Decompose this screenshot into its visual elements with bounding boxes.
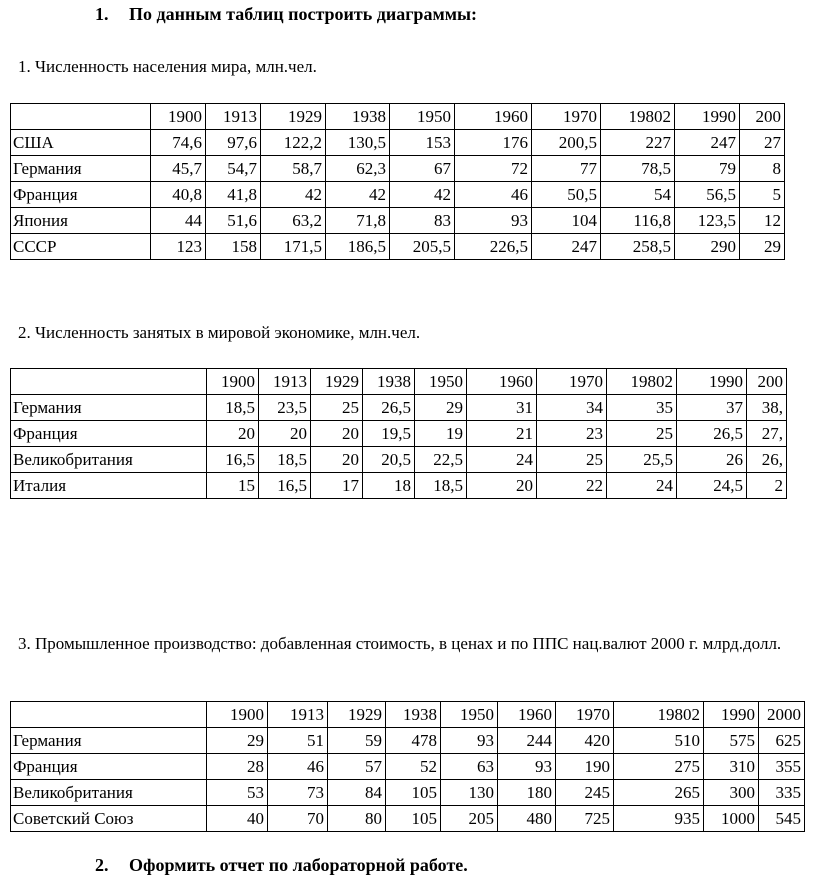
value-cell: 34	[537, 395, 607, 421]
value-cell: 40	[207, 806, 268, 832]
value-cell: 420	[556, 728, 614, 754]
table2-caption: 2. Численность занятых в мировой экономике, млн.чел.	[18, 323, 421, 342]
table-row	[11, 754, 805, 780]
year-header-cell: 1960	[498, 702, 556, 728]
value-cell: 247	[675, 130, 740, 156]
value-cell: 56,5	[675, 182, 740, 208]
value-cell: 104	[532, 208, 601, 234]
year-header-cell: 19802	[614, 702, 704, 728]
value-cell: 67	[390, 156, 455, 182]
value-cell: 258,5	[601, 234, 675, 260]
value-cell: 625	[759, 728, 805, 754]
table3-caption: 3. Промышленное производство: добавленная стоимость, в ценах и по ППС нац.валют 2000 г. млрд.долл.	[18, 634, 782, 653]
value-cell: 22,5	[415, 447, 467, 473]
value-cell: 45,7	[151, 156, 206, 182]
value-cell: 176	[455, 130, 532, 156]
value-cell: 97,6	[206, 130, 261, 156]
value-cell: 26,5	[363, 395, 415, 421]
value-cell: 244	[498, 728, 556, 754]
value-cell: 63	[441, 754, 498, 780]
value-cell: 53	[207, 780, 268, 806]
row-label-cell: Великобритания	[11, 780, 207, 806]
value-cell: 78,5	[601, 156, 675, 182]
table1-caption: 1. Численность населения мира, млн.чел.	[18, 57, 317, 76]
value-cell: 29	[415, 395, 467, 421]
value-cell: 116,8	[601, 208, 675, 234]
task-heading-1	[95, 4, 477, 25]
value-cell: 19,5	[363, 421, 415, 447]
row-label-cell: Франция	[11, 421, 207, 447]
year-header-cell: 1929	[261, 104, 326, 130]
value-cell: 23,5	[259, 395, 311, 421]
value-cell: 51,6	[206, 208, 261, 234]
value-cell: 290	[675, 234, 740, 260]
task-text-1: По данным таблиц построить диаграммы:	[129, 4, 478, 24]
value-cell: 105	[386, 780, 441, 806]
value-cell: 25,5	[607, 447, 677, 473]
value-cell: 70	[268, 806, 328, 832]
value-cell: 83	[390, 208, 455, 234]
value-cell: 54,7	[206, 156, 261, 182]
table-row	[11, 447, 787, 473]
population-table	[10, 103, 785, 260]
value-cell: 247	[532, 234, 601, 260]
value-cell: 123	[151, 234, 206, 260]
year-header-cell: 1990	[675, 104, 740, 130]
value-cell: 21	[467, 421, 537, 447]
value-cell: 18,5	[207, 395, 259, 421]
year-header-cell: 19802	[607, 369, 677, 395]
value-cell: 24	[467, 447, 537, 473]
year-header-cell: 1950	[415, 369, 467, 395]
value-cell: 18,5	[259, 447, 311, 473]
value-cell: 105	[386, 806, 441, 832]
value-cell: 26	[677, 447, 747, 473]
table-header-row	[11, 702, 805, 728]
value-cell: 130	[441, 780, 498, 806]
value-cell: 5	[740, 182, 785, 208]
row-label-cell: Германия	[11, 156, 151, 182]
value-cell: 130,5	[326, 130, 390, 156]
value-cell: 29	[740, 234, 785, 260]
value-cell: 42	[390, 182, 455, 208]
value-cell: 480	[498, 806, 556, 832]
value-cell: 80	[328, 806, 386, 832]
table-header-row	[11, 104, 785, 130]
value-cell: 50,5	[532, 182, 601, 208]
value-cell: 54	[601, 182, 675, 208]
value-cell: 20	[467, 473, 537, 499]
value-cell: 25	[537, 447, 607, 473]
year-header-cell: 1970	[532, 104, 601, 130]
value-cell: 40,8	[151, 182, 206, 208]
value-cell: 27,	[747, 421, 787, 447]
value-cell: 52	[386, 754, 441, 780]
value-cell: 51	[268, 728, 328, 754]
year-header-cell: 200	[747, 369, 787, 395]
value-cell: 510	[614, 728, 704, 754]
value-cell: 205	[441, 806, 498, 832]
value-cell: 226,5	[455, 234, 532, 260]
employment-table	[10, 368, 787, 499]
table-header-row	[11, 369, 787, 395]
value-cell: 79	[675, 156, 740, 182]
header-corner-cell	[11, 702, 207, 728]
value-cell: 26,5	[677, 421, 747, 447]
year-header-cell: 1929	[311, 369, 363, 395]
value-cell: 62,3	[326, 156, 390, 182]
value-cell: 59	[328, 728, 386, 754]
value-cell: 190	[556, 754, 614, 780]
table-row	[11, 806, 805, 832]
value-cell: 186,5	[326, 234, 390, 260]
header-corner-cell	[11, 104, 151, 130]
value-cell: 265	[614, 780, 704, 806]
year-header-cell: 1938	[326, 104, 390, 130]
value-cell: 20	[207, 421, 259, 447]
value-cell: 41,8	[206, 182, 261, 208]
value-cell: 122,2	[261, 130, 326, 156]
year-header-cell: 1970	[537, 369, 607, 395]
value-cell: 2	[747, 473, 787, 499]
value-cell: 24,5	[677, 473, 747, 499]
value-cell: 93	[455, 208, 532, 234]
value-cell: 15	[207, 473, 259, 499]
value-cell: 171,5	[261, 234, 326, 260]
value-cell: 23	[537, 421, 607, 447]
value-cell: 725	[556, 806, 614, 832]
value-cell: 20	[259, 421, 311, 447]
value-cell: 200,5	[532, 130, 601, 156]
value-cell: 63,2	[261, 208, 326, 234]
value-cell: 29	[207, 728, 268, 754]
value-cell: 26,	[747, 447, 787, 473]
table-row	[11, 728, 805, 754]
value-cell: 16,5	[259, 473, 311, 499]
value-cell: 12	[740, 208, 785, 234]
table-row	[11, 130, 785, 156]
value-cell: 20	[311, 447, 363, 473]
value-cell: 16,5	[207, 447, 259, 473]
row-label-cell: Великобритания	[11, 447, 207, 473]
year-header-cell: 1938	[386, 702, 441, 728]
value-cell: 44	[151, 208, 206, 234]
value-cell: 545	[759, 806, 805, 832]
value-cell: 300	[704, 780, 759, 806]
row-label-cell: Германия	[11, 395, 207, 421]
value-cell: 77	[532, 156, 601, 182]
value-cell: 478	[386, 728, 441, 754]
value-cell: 58,7	[261, 156, 326, 182]
value-cell: 275	[614, 754, 704, 780]
year-header-cell: 1960	[455, 104, 532, 130]
value-cell: 27	[740, 130, 785, 156]
table-row	[11, 395, 787, 421]
value-cell: 42	[261, 182, 326, 208]
value-cell: 74,6	[151, 130, 206, 156]
task-text-2: Оформить отчет по лабораторной работе.	[129, 855, 468, 875]
value-cell: 575	[704, 728, 759, 754]
year-header-cell: 19802	[601, 104, 675, 130]
year-header-cell: 1900	[207, 369, 259, 395]
value-cell: 18,5	[415, 473, 467, 499]
value-cell: 25	[607, 421, 677, 447]
year-header-cell: 1990	[704, 702, 759, 728]
table-row	[11, 421, 787, 447]
year-header-cell: 1900	[151, 104, 206, 130]
year-header-cell: 1970	[556, 702, 614, 728]
value-cell: 93	[498, 754, 556, 780]
year-header-cell: 1913	[259, 369, 311, 395]
value-cell: 310	[704, 754, 759, 780]
value-cell: 38,	[747, 395, 787, 421]
value-cell: 935	[614, 806, 704, 832]
year-header-cell: 1990	[677, 369, 747, 395]
value-cell: 205,5	[390, 234, 455, 260]
table-row	[11, 208, 785, 234]
year-header-cell: 1938	[363, 369, 415, 395]
table-row	[11, 156, 785, 182]
table-row	[11, 182, 785, 208]
table-row	[11, 473, 787, 499]
row-label-cell: Советский Союз	[11, 806, 207, 832]
header-corner-cell	[11, 369, 207, 395]
value-cell: 46	[268, 754, 328, 780]
row-label-cell: США	[11, 130, 151, 156]
year-header-cell: 1950	[441, 702, 498, 728]
value-cell: 73	[268, 780, 328, 806]
industry-table	[10, 701, 805, 832]
value-cell: 1000	[704, 806, 759, 832]
value-cell: 20,5	[363, 447, 415, 473]
value-cell: 153	[390, 130, 455, 156]
value-cell: 46	[455, 182, 532, 208]
value-cell: 57	[328, 754, 386, 780]
year-header-cell: 1960	[467, 369, 537, 395]
year-header-cell: 1929	[328, 702, 386, 728]
table-row	[11, 234, 785, 260]
value-cell: 22	[537, 473, 607, 499]
value-cell: 17	[311, 473, 363, 499]
task-number-1: 1.	[95, 4, 109, 24]
value-cell: 355	[759, 754, 805, 780]
value-cell: 158	[206, 234, 261, 260]
task-heading-2	[95, 855, 468, 876]
value-cell: 8	[740, 156, 785, 182]
value-cell: 20	[311, 421, 363, 447]
row-label-cell: Германия	[11, 728, 207, 754]
value-cell: 335	[759, 780, 805, 806]
value-cell: 31	[467, 395, 537, 421]
value-cell: 180	[498, 780, 556, 806]
value-cell: 71,8	[326, 208, 390, 234]
value-cell: 84	[328, 780, 386, 806]
value-cell: 227	[601, 130, 675, 156]
value-cell: 28	[207, 754, 268, 780]
year-header-cell: 1913	[268, 702, 328, 728]
value-cell: 123,5	[675, 208, 740, 234]
table-row	[11, 780, 805, 806]
year-header-cell: 200	[740, 104, 785, 130]
year-header-cell: 1950	[390, 104, 455, 130]
row-label-cell: Франция	[11, 754, 207, 780]
task-number-2: 2.	[95, 855, 109, 875]
value-cell: 19	[415, 421, 467, 447]
row-label-cell: Италия	[11, 473, 207, 499]
year-header-cell: 1913	[206, 104, 261, 130]
year-header-cell: 1900	[207, 702, 268, 728]
value-cell: 93	[441, 728, 498, 754]
value-cell: 37	[677, 395, 747, 421]
row-label-cell: СССР	[11, 234, 151, 260]
value-cell: 245	[556, 780, 614, 806]
row-label-cell: Япония	[11, 208, 151, 234]
value-cell: 72	[455, 156, 532, 182]
year-header-cell: 2000	[759, 702, 805, 728]
value-cell: 42	[326, 182, 390, 208]
value-cell: 18	[363, 473, 415, 499]
value-cell: 35	[607, 395, 677, 421]
row-label-cell: Франция	[11, 182, 151, 208]
value-cell: 24	[607, 473, 677, 499]
value-cell: 25	[311, 395, 363, 421]
